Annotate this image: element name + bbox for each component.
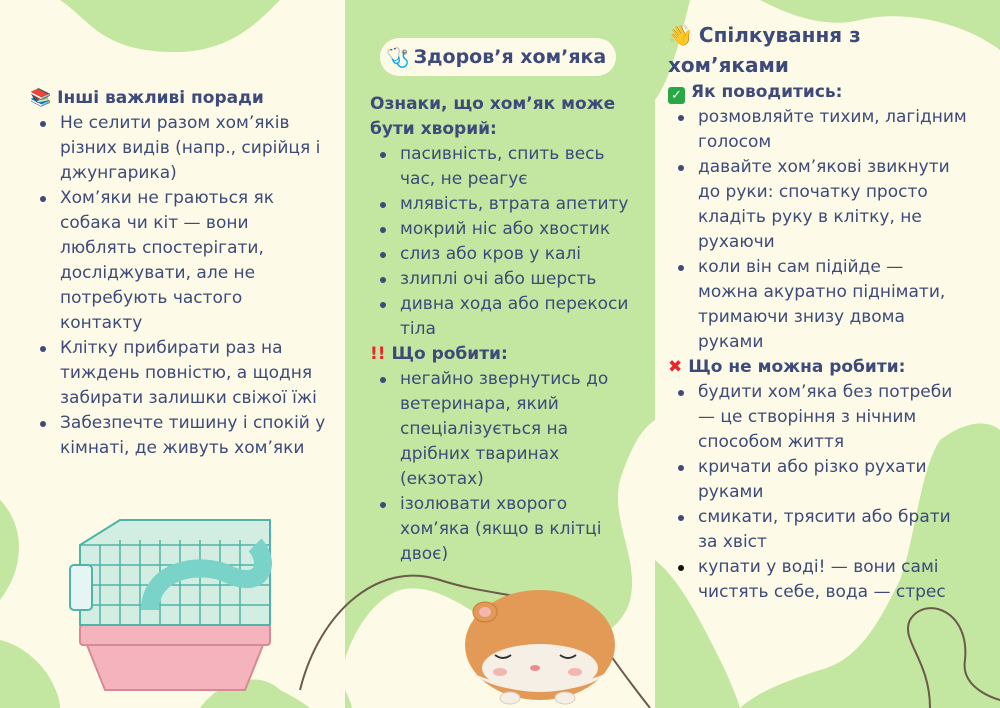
tips-heading: 📚 Інші важливі поради [30,86,330,111]
list-item: ізолювати хворого хом’яка (якщо в клітці двоє) [370,492,640,567]
list-item: розмовляйте тихим, лагідним голосом [668,105,968,155]
list-item: коли він сам підійде — можна акуратно піднімати, тримаючи знизу двома руками [668,255,968,355]
stethoscope-icon: 🩺 [386,46,410,69]
list-item: Забезпечте тишину і спокій у кімнаті, де живуть хом’яки [30,411,330,461]
cross-mark-icon: ✖ [668,357,683,377]
actions-heading: !! Що робити: [370,344,508,364]
signs-list [370,142,640,342]
list-item: Клітку прибирати раз на тиждень повністю, а щодня забирати залишки свіжої їжі [30,336,330,411]
list-item: смикати, трясити або брати за хвіст [668,505,968,555]
list-item: Не селити разом хом’яків різних видів (напр., сирійця і джунгарика) [30,111,330,186]
list-item: пасивність, спить весь час, не реагує [370,142,640,192]
list-item: купати у воді! — вони самі чистять себе, вода — стрес [668,555,968,605]
list-item: млявість, втрата апетиту [370,192,640,217]
list-item: кричати або різко рухати руками [668,455,968,505]
dont-list [668,380,968,605]
check-mark-icon: ✓ [668,87,685,104]
list-item: давайте хом’якові звикнути до руки: спочатку просто кладіть руку в клітку, не рухаючи [668,155,968,255]
tips-list [30,111,330,461]
list-item: негайно звернутись до ветеринара, який спеціалізується на дрібних тваринах (екзотах) [370,367,640,492]
books-icon: 📚 [30,88,52,108]
tips-section [30,86,330,461]
list-item: слиз або кров у калі [370,242,640,267]
health-title: 🩺 Здоров’я хом’яка [380,38,616,76]
communication-title: 👋 Спілкування з хом’яками [668,20,968,80]
list-item: мокрий ніс або хвостик [370,217,640,242]
actions-list [370,367,640,567]
signs-heading: Ознаки, що хом’як може бути хворий: [370,94,616,139]
waving-hand-icon: 👋 [668,23,693,47]
hamster-illustration [465,590,615,704]
exclamation-icon: !! [370,344,386,364]
list-item: Хом’яки не граються як собака чи кіт — вони люблять спостерігати, досліджувати, але не потребують частого контакту [30,186,330,336]
cage-illustration [70,520,270,690]
do-heading: ✓ Як поводитись: [668,80,968,105]
list-item: злиплі очі або шерсть [370,267,640,292]
list-item: дивна хода або перекоси тіла [370,292,640,342]
list-item: будити хом’яка без потреби — це створіння з нічним способом життя [668,380,968,455]
health-section [370,92,640,567]
do-list [668,105,968,355]
communication-section [668,20,968,605]
dont-heading: ✖ Що не можна робити: [668,357,906,377]
